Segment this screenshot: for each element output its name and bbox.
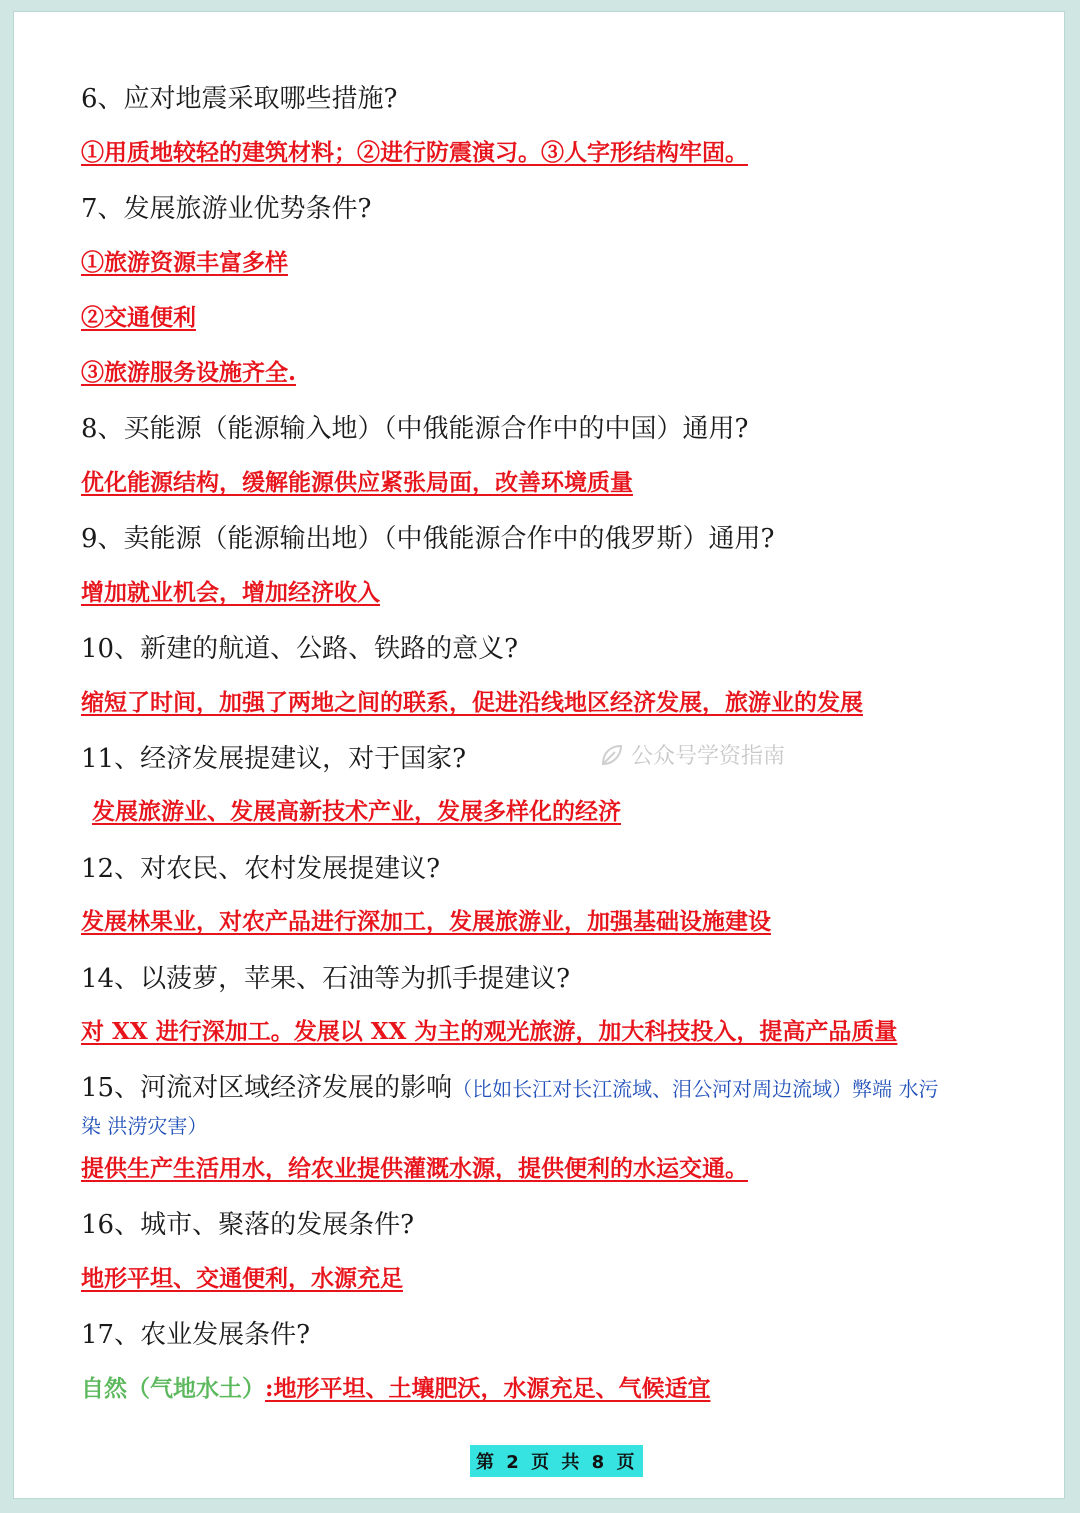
answer-7-2: ②交通便利 [81,304,196,331]
answer-14: 对 XX 进行深加工。发展以 XX 为主的观光旅游，加大科技投入，提高产品质量 [81,1018,898,1045]
question-10: 10、新建的航道、公路、铁路的意义? [81,634,519,664]
answer-10: 缩短了时间，加强了两地之间的联系，促进沿线地区经济发展，旅游业的发展 [81,689,863,716]
answer-6: ①用质地较轻的建筑材料；②进行防震演习。③人字形结构牢固。 [81,139,748,166]
footer-mid: 页 共 [531,1452,583,1473]
answer-17-detail: :地形平坦、土壤肥沃，水源充足、气候适宜 [265,1375,711,1402]
answer-7-1: ①旅游资源丰富多样 [81,249,288,276]
answer-9: 增加就业机会，增加经济收入 [81,579,380,606]
question-14: 14、以菠萝，苹果、石油等为抓手提建议? [81,964,571,994]
question-15-note: （比如长江对长江流域、泪公河对周边流域）弊端 水污 [452,1077,939,1101]
footer-suffix: 页 [616,1452,638,1473]
footer-page: 2 [506,1452,522,1473]
footer-prefix: 第 [476,1452,497,1473]
page-number-footer [470,1445,643,1477]
answer-11: 发展旅游业、发展高新技术产业，发展多样化的经济 [92,798,621,825]
answer-15: 提供生产生活用水，给农业提供灌溉水源，提供便利的水运交通。 [81,1155,748,1182]
question-7: 7、发展旅游业优势条件? [81,194,372,224]
question-16: 16、城市、聚落的发展条件? [81,1210,415,1240]
answer-8: 优化能源结构，缓解能源供应紧张局面，改善环境质量 [81,469,633,496]
watermark [599,739,785,770]
question-15-note-cont: 染 洪涝灾害） [81,1114,208,1138]
answer-12: 发展林果业，对农产品进行深加工，发展旅游业，加强基础设施建设 [81,908,771,935]
answer-7-3: ③旅游服务设施齐全. [81,359,297,386]
question-15-line [81,1067,938,1104]
watermark-text: 公众号学资指南 [631,744,786,769]
footer-total: 8 [591,1452,608,1473]
question-11: 11、经济发展提建议，对于国家? [81,744,467,774]
answer-17-natural: 自然（气地水土） [81,1375,265,1402]
answer-17 [81,1370,711,1403]
question-15: 15、河流对区域经济发展的影响 [81,1073,453,1103]
question-6: 6、应对地震采取哪些措施? [81,84,398,114]
answer-16: 地形平坦、交通便利，水源充足 [81,1265,403,1292]
question-9: 9、卖能源（能源输出地）（中俄能源合作中的俄罗斯）通用? [81,524,775,554]
question-8: 8、买能源（能源输入地）（中俄能源合作中的中国）通用? [81,414,749,444]
question-17: 17、农业发展条件? [81,1320,311,1350]
document-page [14,12,1064,1498]
leaf-icon [599,742,625,768]
question-12: 12、对农民、农村发展提建议? [81,854,441,884]
